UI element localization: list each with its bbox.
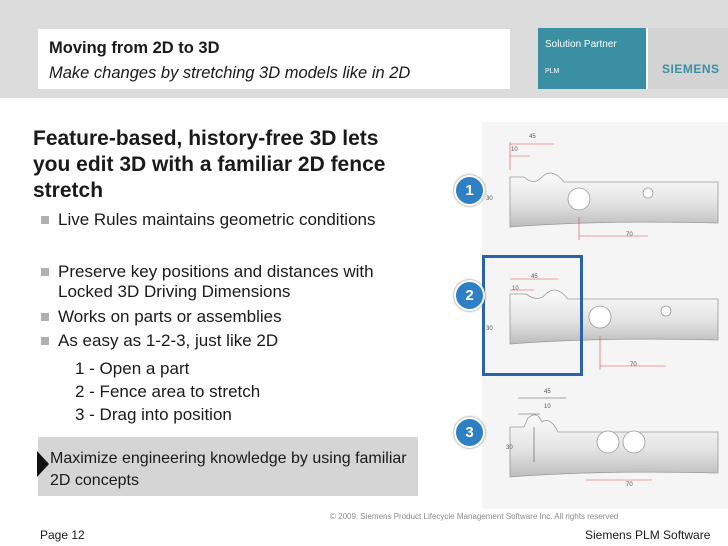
step-item: 1 - Open a part — [75, 359, 190, 378]
bullet-item — [41, 262, 401, 302]
dimension-label: 70 — [626, 232, 633, 238]
bullet-square-icon — [41, 313, 49, 321]
bullet-item — [41, 331, 401, 351]
page-number: Page 12 — [40, 528, 85, 542]
dimension-label: 45 — [531, 274, 538, 280]
logo-plm-text: PLM — [545, 68, 560, 75]
bullet-item — [41, 210, 401, 230]
copyright-notice: © 2009. Siemens Product Lifecycle Management Software Inc. All rights reserved — [330, 512, 619, 521]
dimension-label: 45 — [544, 389, 551, 395]
dimension-label: 30 — [486, 326, 493, 332]
siemens-partner-logo — [538, 28, 728, 89]
bullet-item — [41, 307, 401, 327]
logo-partner-panel — [538, 28, 646, 89]
dimension-label: 10 — [544, 404, 551, 410]
part-step-3 — [510, 398, 718, 480]
bullet-square-icon — [41, 216, 49, 224]
body-heading: Feature-based, history-free 3D lets you edit 3D with a familiar 2D fence stretch — [33, 127, 386, 202]
bullet-text: Preserve key positions and distances with Locked 3D Driving Dimensions — [58, 262, 374, 301]
slide-subtitle: Make changes by stretching 3D models like in 2D — [49, 64, 411, 82]
slide-title: Moving from 2D to 3D — [49, 39, 220, 57]
part-step-1 — [510, 142, 718, 240]
step-item: 3 - Drag into position — [75, 405, 232, 424]
dimension-label: 30 — [486, 196, 493, 202]
dimension-label: 30 — [506, 445, 513, 451]
logo-brand-panel — [648, 28, 728, 89]
dimension-label: 10 — [512, 286, 519, 292]
logo-brand-text: SIEMENS — [662, 62, 720, 76]
dimension-label: 70 — [626, 482, 633, 488]
callout-text: Maximize engineering knowledge by using familiar 2D concepts — [50, 450, 407, 489]
company-name: Siemens PLM Software — [585, 528, 711, 542]
triangle-pointer-icon — [37, 451, 49, 477]
dimension-label: 70 — [630, 362, 637, 368]
logo-partner-text: Solution Partner — [545, 39, 617, 50]
dimension-label: 45 — [529, 134, 536, 140]
fence-selection-box — [482, 255, 583, 376]
step-badge-2: 2 — [454, 280, 485, 311]
bullet-text: As easy as 1-2-3, just like 2D — [58, 331, 279, 350]
dimension-label: 10 — [511, 147, 518, 153]
bullet-text: Works on parts or assemblies — [58, 307, 282, 326]
step-badge-3: 3 — [454, 417, 485, 448]
bullet-text: Live Rules maintains geometric conditions — [58, 210, 376, 229]
bullet-square-icon — [41, 337, 49, 345]
step-badge-1: 1 — [454, 175, 485, 206]
step-item: 2 - Fence area to stretch — [75, 382, 261, 401]
bullet-square-icon — [41, 268, 49, 276]
